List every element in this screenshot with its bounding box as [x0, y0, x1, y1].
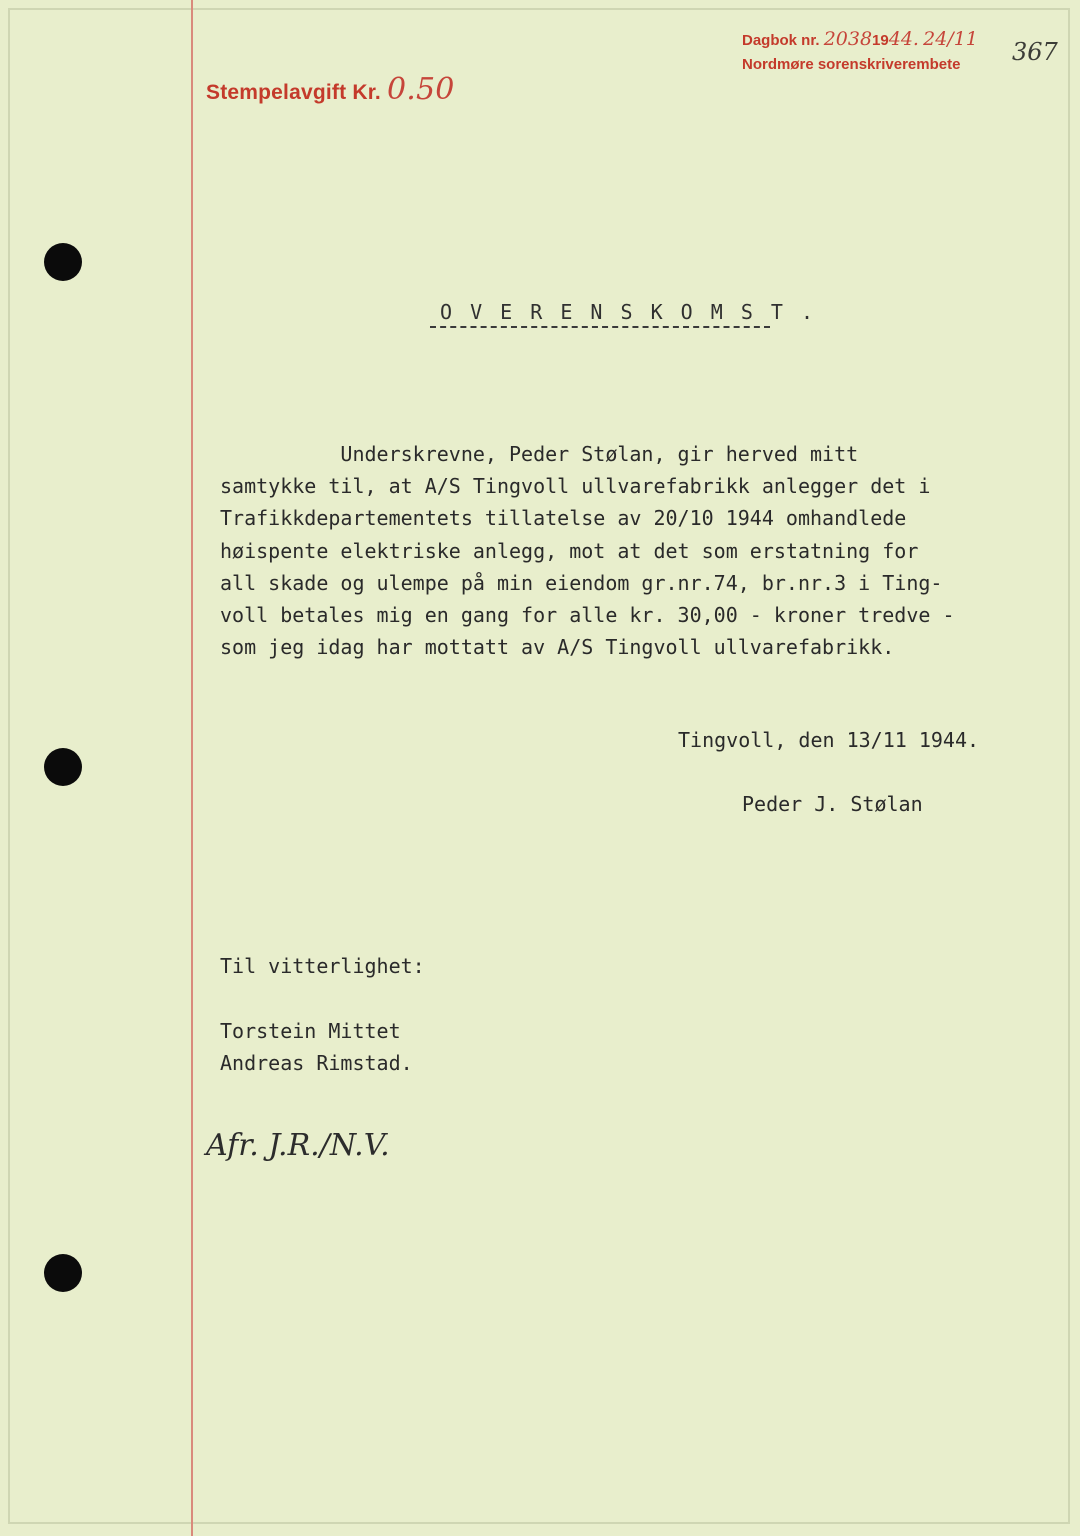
body-line: voll betales mig en gang for alle kr. 30,00 - kroner tredve -	[220, 603, 955, 628]
punch-hole-middle	[44, 748, 82, 786]
dagbok-label: Dagbok nr.	[742, 32, 820, 49]
office-stamp: Nordmøre sorenskriverembete	[742, 56, 961, 73]
body-line: Underskrevne, Peder Stølan, gir herved mitt	[220, 442, 859, 466]
witness-2: Andreas Rimstad.	[220, 1051, 413, 1075]
punch-hole-bottom	[44, 1254, 82, 1292]
body-line: samtykke til, at A/S Tingvoll ullvarefabrikk anlegger det i	[220, 474, 931, 499]
stamp-fee	[206, 72, 455, 107]
punch-hole-top	[44, 243, 82, 281]
dagbok-year: 44.	[888, 28, 919, 50]
dagbok-year-prefix: 19	[872, 32, 889, 49]
stamp-fee-label: Stempelavgift Kr.	[206, 81, 381, 104]
dagbok-stamp	[742, 28, 978, 50]
handwritten-initials: Afr. J.R./N.V.	[206, 1128, 390, 1163]
place-date: Tingvoll, den 13/11 1944.	[678, 728, 980, 752]
signer-name: Peder J. Stølan	[742, 792, 923, 816]
agreement-body	[220, 438, 955, 663]
body-line: all skade og ulempe på min eiendom gr.nr.74, br.nr.3 i Ting-	[220, 570, 943, 595]
title-underline	[430, 326, 770, 328]
page-border	[8, 8, 1070, 1524]
document-title: O V E R E N S K O M S T .	[440, 300, 817, 324]
body-line: høispente elektriske anlegg, mot at det som erstatning for	[220, 538, 919, 563]
page-number: 367	[1012, 38, 1058, 66]
body-line: Trafikkdepartementets tillatelse av 20/10 1944 omhandlede	[220, 506, 907, 531]
stamp-fee-value: 0.50	[386, 72, 455, 107]
dagbok-date: 24/11	[923, 28, 978, 50]
body-line: som jeg idag har mottatt av A/S Tingvoll ullvarefabrikk.	[220, 635, 895, 660]
witness-label: Til vitterlighet:	[220, 954, 425, 978]
witness-1: Torstein Mittet	[220, 1019, 401, 1043]
margin-rule	[191, 0, 193, 1536]
dagbok-number: 2038	[823, 28, 873, 50]
